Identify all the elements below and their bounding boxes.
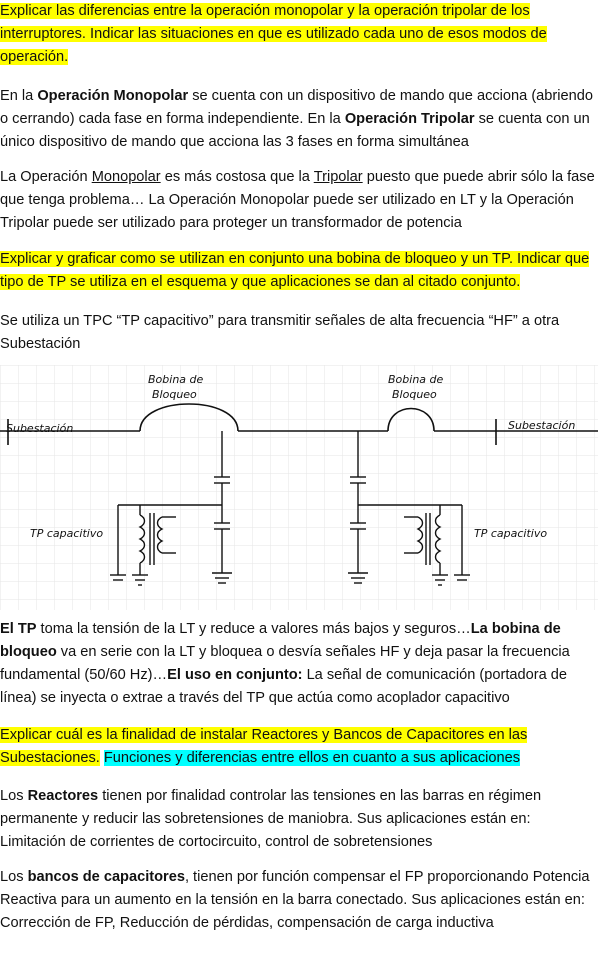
label-subestacion-right: Subestación: [508, 419, 576, 432]
question-1: Explicar las diferencias entre la operación monopolar y la operación tripolar de los interruptores. Indicar las situaciones en que es utilizado cada uno de esos modos de operación.: [0, 3, 547, 65]
label-bobina-left-2: Bloqueo: [152, 388, 197, 401]
q1-paragraph-1: En la Operación Monopolar se cuenta con un dispositivo de mando que acciona (abriendo o cerrando) cada fase en forma independiente. En la Operación Tripolar se cuenta con un único dispositivo de mando que acciona las 3 fases en forma simultánea: [0, 88, 593, 150]
q1-paragraph-2: La Operación Monopolar es más costosa que la Tripolar puesto que puede abrir sólo la fase que tenga problema… La Operación Monopolar puede ser utilizado en LT y la Operación Tripolar puede ser utilizado para proteger un transformador de potencia: [0, 169, 595, 231]
question-2: Explicar y graficar como se utilizan en conjunto una bobina de bloqueo y un TP. Indicar que tipo de TP se utiliza en el esquema y que aplicaciones se dan al citado conjunto.: [0, 251, 590, 290]
q3-paragraph-2: Los bancos de capacitores, tienen por función compensar el FP proporcionando Potencia Reactiva para un aumento en la tensión en la barra conectado. Sus aplicaciones están en: Corrección de FP, Reducción de pérdidas, compensación de carga inductiva: [0, 869, 590, 931]
q2-paragraph-1: Se utiliza un TPC “TP capacitivo” para transmitir señales de alta frecuencia “HF” a otra Subestación: [0, 313, 560, 352]
label-subestacion-left: Subestación: [6, 422, 74, 435]
label-bobina-right-1: Bobina de: [388, 373, 444, 386]
q2-paragraph-2: El TP toma la tensión de la LT y reduce a valores más bajos y seguros…La bobina de bloqueo va en serie con la LT y bloquea o desvía señales HF y deja pasar la frecuencia fundamental (50/60 Hz)…El uso en conjunto: La señal de comunicación (portadora de línea) se inyecta o extrae a través del TP que actúa como acoplador capacitivo: [0, 621, 570, 706]
grid-background: [0, 365, 598, 610]
blocking-coil-tp-diagram: [0, 365, 598, 610]
label-tp-left: TP capacitivo: [30, 527, 104, 540]
q3-paragraph-1: Los Reactores tienen por finalidad controlar las tensiones en las barras en régimen permanente y reducir las sobretensiones de maniobra. Sus aplicaciones están en: Limitación de corrientes de cortocircuito, control de sobretensiones: [0, 788, 542, 850]
question-3: Explicar cuál es la finalidad de instalar Reactores y Bancos de Capacitores en las Subestaciones. Funciones y diferencias entre ellos en cuanto a sus aplicaciones: [0, 727, 528, 766]
label-bobina-right-2: Bloqueo: [392, 388, 437, 401]
label-bobina-left-1: Bobina de: [148, 373, 204, 386]
label-tp-right: TP capacitivo: [474, 527, 548, 540]
